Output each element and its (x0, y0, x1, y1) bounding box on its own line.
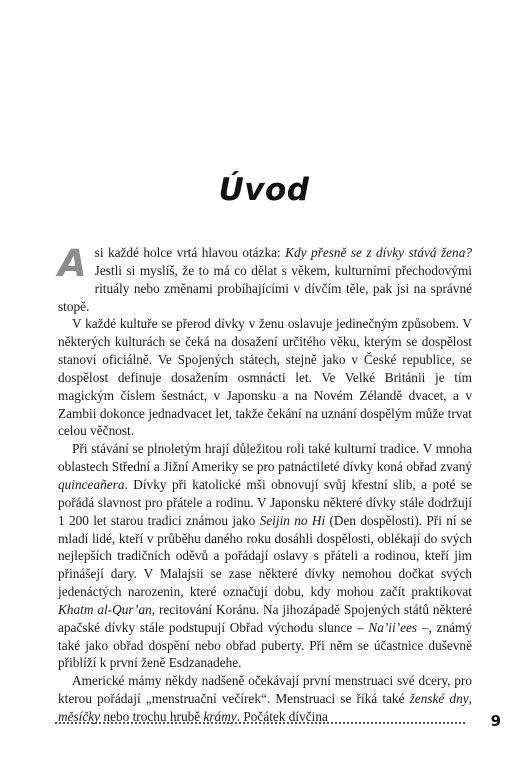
chapter-title: Úvod (218, 172, 310, 208)
body-text (58, 244, 472, 726)
drop-cap: A (58, 242, 87, 285)
paragraph-intro: Asi každé holce vrtá hlavou otázka: Kdy přesně se z dívky stává žena? Jestli si myslíš, že to má co dělat s věkem, kulturními přechodovými rituály nebo změnami probíhajícími v dívčím těle, pak jsi na správné stopě. (58, 242, 472, 314)
paragraph-menstruation: Americké mámy někdy nadšeně očekávají první menstruaci své dcery, pro kterou pořádají „menstruační večírek“. Menstruaci se říká také ženské dny, měsíčky nebo trochu hrubě krámy. Počátek dívčina (58, 673, 472, 724)
footer-divider (55, 722, 465, 724)
page-number: 9 (490, 712, 501, 730)
paragraph-ages: V každé kultuře se přerod dívky v ženu oslavuje jedinečným způsobem. V některých kulturách se čeká na dosažení určitého věku, kterým se dospělost stanoví oficiálně. Ve Spojených státech, stejně jako v České republice, se dospělost definuje dosažením osmnácti let. Ve Velké Británii je tím magickým číslem šestnáct, v Japonsku a na Novém Zélandě dvacet, a v Zambii dokonce jednadvacet let, takže čekání na uznání dospělým může trvat celou věčnost. (58, 316, 472, 439)
paragraph-traditions: Při stávání se plnoletým hrají důležitou roli také kulturní tradice. V mnoha oblastech Střední a Jižní Ameriky se pro patnáctileté dívky koná obřad zvaný quinceañera. Dívky při katolické mši obnovují svůj křestní slib, a poté se pořádá slavnost pro přátele a rodinu. V Japonsku některé dívky stále dodržují 1 200 let starou tradici známou jako Seijin no Hi (Den dospělosti). Při ní se mladí lidé, kteří v průběhu daného roku dosáhli dospělosti, oblékají do svých nejlepších tradičních oděvů a pořádají oslavy s přáteli a rodinou, kteří jim přinášejí dary. V Malajsii se zase některé dívky nemohou dočkat svých jedenáctých narozenin, které označují dobu, kdy mohou začít praktikovat Khatm al-Qur’an, recitování Koránu. Na jihozápadě Spojených států některé apačské dívky stále podstupují Obřad východu slunce – Na’ii’ees –, známý také jako obřad dospění nebo obřad puberty. Při něm se účastnice duševně přiblíží k první ženě Esdzanadehe. (58, 441, 472, 671)
